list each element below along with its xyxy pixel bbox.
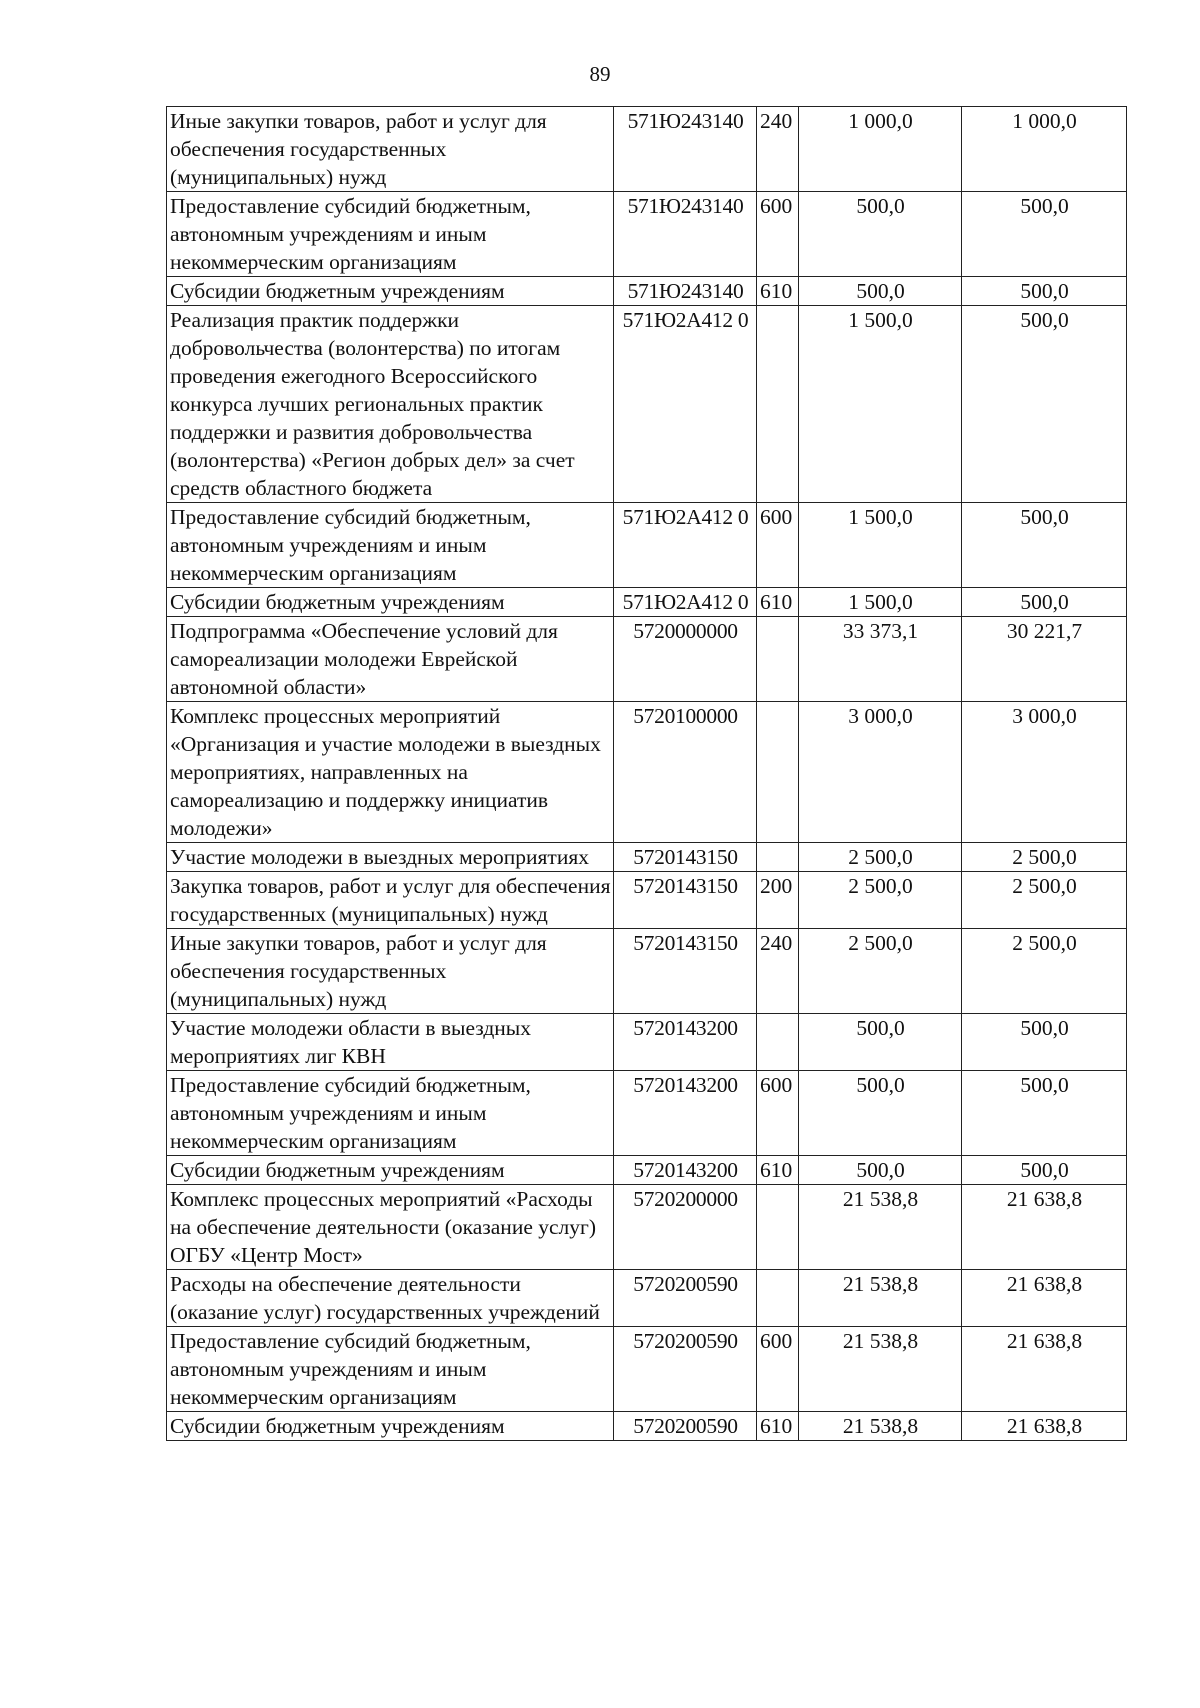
row-name: Реализация практик поддержки добровольчества (волонтерства) по итогам проведения ежегодного Всероссийского конкурса лучших региональных практик поддержки и развития добровольчества (волонтерства) «Регион добрых дел» за счет средств областного бюджета [167, 306, 614, 503]
row-name: Комплекс процессных мероприятий «Расходы на обеспечение деятельности (оказание услуг) ОГБУ «Центр Мост» [167, 1185, 614, 1270]
table-row [167, 1327, 1127, 1412]
table-row [167, 843, 1127, 872]
row-code: 571Ю2А412 0 [614, 306, 757, 503]
row-type: 600 [757, 1071, 799, 1156]
row-code: 5720200590 [614, 1270, 757, 1327]
row-name: Предоставление субсидий бюджетным, автономным учреждениям и иным некоммерческим организациям [167, 1327, 614, 1412]
row-value-1: 2 500,0 [799, 843, 962, 872]
row-code: 5720200590 [614, 1327, 757, 1412]
row-type: 600 [757, 503, 799, 588]
table-row [167, 306, 1127, 503]
row-name: Иные закупки товаров, работ и услуг для обеспечения государственных (муниципальных) нужд [167, 929, 614, 1014]
row-value-1: 1 000,0 [799, 107, 962, 192]
row-value-2: 500,0 [962, 503, 1127, 588]
row-value-2: 21 638,8 [962, 1412, 1127, 1441]
row-code: 571Ю2А412 0 [614, 588, 757, 617]
table-row [167, 872, 1127, 929]
row-type: 240 [757, 107, 799, 192]
row-value-1: 2 500,0 [799, 929, 962, 1014]
row-name: Иные закупки товаров, работ и услуг для обеспечения государственных (муниципальных) нужд [167, 107, 614, 192]
row-code: 5720000000 [614, 617, 757, 702]
table-row [167, 702, 1127, 843]
row-type [757, 843, 799, 872]
row-name: Субсидии бюджетным учреждениям [167, 588, 614, 617]
row-value-1: 21 538,8 [799, 1412, 962, 1441]
row-value-1: 500,0 [799, 1014, 962, 1071]
row-name: Субсидии бюджетным учреждениям [167, 1156, 614, 1185]
table-row [167, 929, 1127, 1014]
row-type: 240 [757, 929, 799, 1014]
row-value-2: 30 221,7 [962, 617, 1127, 702]
row-code: 5720143200 [614, 1071, 757, 1156]
row-name: Расходы на обеспечение деятельности (оказание услуг) государственных учреждений [167, 1270, 614, 1327]
budget-table [166, 106, 1127, 1441]
table-row [167, 1071, 1127, 1156]
row-name: Закупка товаров, работ и услуг для обеспечения государственных (муниципальных) нужд [167, 872, 614, 929]
table-row [167, 588, 1127, 617]
row-type: 600 [757, 192, 799, 277]
row-type [757, 1185, 799, 1270]
row-code: 571Ю243140 [614, 107, 757, 192]
row-code: 571Ю2А412 0 [614, 503, 757, 588]
table-row [167, 1156, 1127, 1185]
row-code: 5720143150 [614, 843, 757, 872]
row-type: 600 [757, 1327, 799, 1412]
row-name: Субсидии бюджетным учреждениям [167, 1412, 614, 1441]
table-row [167, 1185, 1127, 1270]
row-value-1: 1 500,0 [799, 588, 962, 617]
row-value-2: 3 000,0 [962, 702, 1127, 843]
row-value-1: 500,0 [799, 192, 962, 277]
row-type [757, 306, 799, 503]
row-code: 5720100000 [614, 702, 757, 843]
table-row [167, 192, 1127, 277]
row-type: 610 [757, 277, 799, 306]
row-code: 571Ю243140 [614, 192, 757, 277]
row-value-1: 21 538,8 [799, 1270, 962, 1327]
row-name: Комплекс процессных мероприятий «Организация и участие молодежи в выездных мероприятиях, направленных на самореализацию и поддержку инициатив молодежи» [167, 702, 614, 843]
table-row [167, 617, 1127, 702]
table-row [167, 277, 1127, 306]
budget-table-body [167, 107, 1127, 1441]
row-type [757, 1270, 799, 1327]
row-code: 5720200590 [614, 1412, 757, 1441]
row-value-2: 500,0 [962, 1071, 1127, 1156]
row-code: 5720143200 [614, 1014, 757, 1071]
row-value-1: 1 500,0 [799, 503, 962, 588]
row-type: 200 [757, 872, 799, 929]
row-value-2: 500,0 [962, 1014, 1127, 1071]
row-code: 5720200000 [614, 1185, 757, 1270]
row-value-1: 500,0 [799, 1071, 962, 1156]
row-value-2: 500,0 [962, 192, 1127, 277]
row-value-1: 3 000,0 [799, 702, 962, 843]
row-name: Предоставление субсидий бюджетным, автономным учреждениям и иным некоммерческим организациям [167, 503, 614, 588]
row-type: 610 [757, 588, 799, 617]
row-code: 5720143150 [614, 872, 757, 929]
row-value-2: 500,0 [962, 306, 1127, 503]
row-type [757, 1014, 799, 1071]
row-type: 610 [757, 1412, 799, 1441]
row-value-1: 21 538,8 [799, 1327, 962, 1412]
row-name: Субсидии бюджетным учреждениям [167, 277, 614, 306]
row-name: Участие молодежи в выездных мероприятиях [167, 843, 614, 872]
row-value-1: 500,0 [799, 277, 962, 306]
row-type: 610 [757, 1156, 799, 1185]
row-value-2: 21 638,8 [962, 1327, 1127, 1412]
row-code: 571Ю243140 [614, 277, 757, 306]
row-value-1: 33 373,1 [799, 617, 962, 702]
page-number: 89 [589, 62, 611, 86]
row-value-1: 1 500,0 [799, 306, 962, 503]
row-name: Подпрограмма «Обеспечение условий для самореализации молодежи Еврейской автономной области» [167, 617, 614, 702]
row-value-2: 21 638,8 [962, 1270, 1127, 1327]
table-row [167, 1412, 1127, 1441]
row-code: 5720143200 [614, 1156, 757, 1185]
row-code: 5720143150 [614, 929, 757, 1014]
row-value-2: 2 500,0 [962, 843, 1127, 872]
row-value-2: 500,0 [962, 277, 1127, 306]
row-type [757, 702, 799, 843]
table-row [167, 107, 1127, 192]
row-value-2: 21 638,8 [962, 1185, 1127, 1270]
row-value-1: 21 538,8 [799, 1185, 962, 1270]
row-value-2: 500,0 [962, 1156, 1127, 1185]
row-value-1: 2 500,0 [799, 872, 962, 929]
row-value-2: 2 500,0 [962, 929, 1127, 1014]
table-row [167, 503, 1127, 588]
table-row [167, 1014, 1127, 1071]
row-value-2: 2 500,0 [962, 872, 1127, 929]
row-name: Участие молодежи области в выездных мероприятиях лиг КВН [167, 1014, 614, 1071]
row-name: Предоставление субсидий бюджетным, автономным учреждениям и иным некоммерческим организациям [167, 1071, 614, 1156]
row-value-2: 1 000,0 [962, 107, 1127, 192]
row-value-1: 500,0 [799, 1156, 962, 1185]
row-value-2: 500,0 [962, 588, 1127, 617]
table-row [167, 1270, 1127, 1327]
row-type [757, 617, 799, 702]
row-name: Предоставление субсидий бюджетным, автономным учреждениям и иным некоммерческим организациям [167, 192, 614, 277]
